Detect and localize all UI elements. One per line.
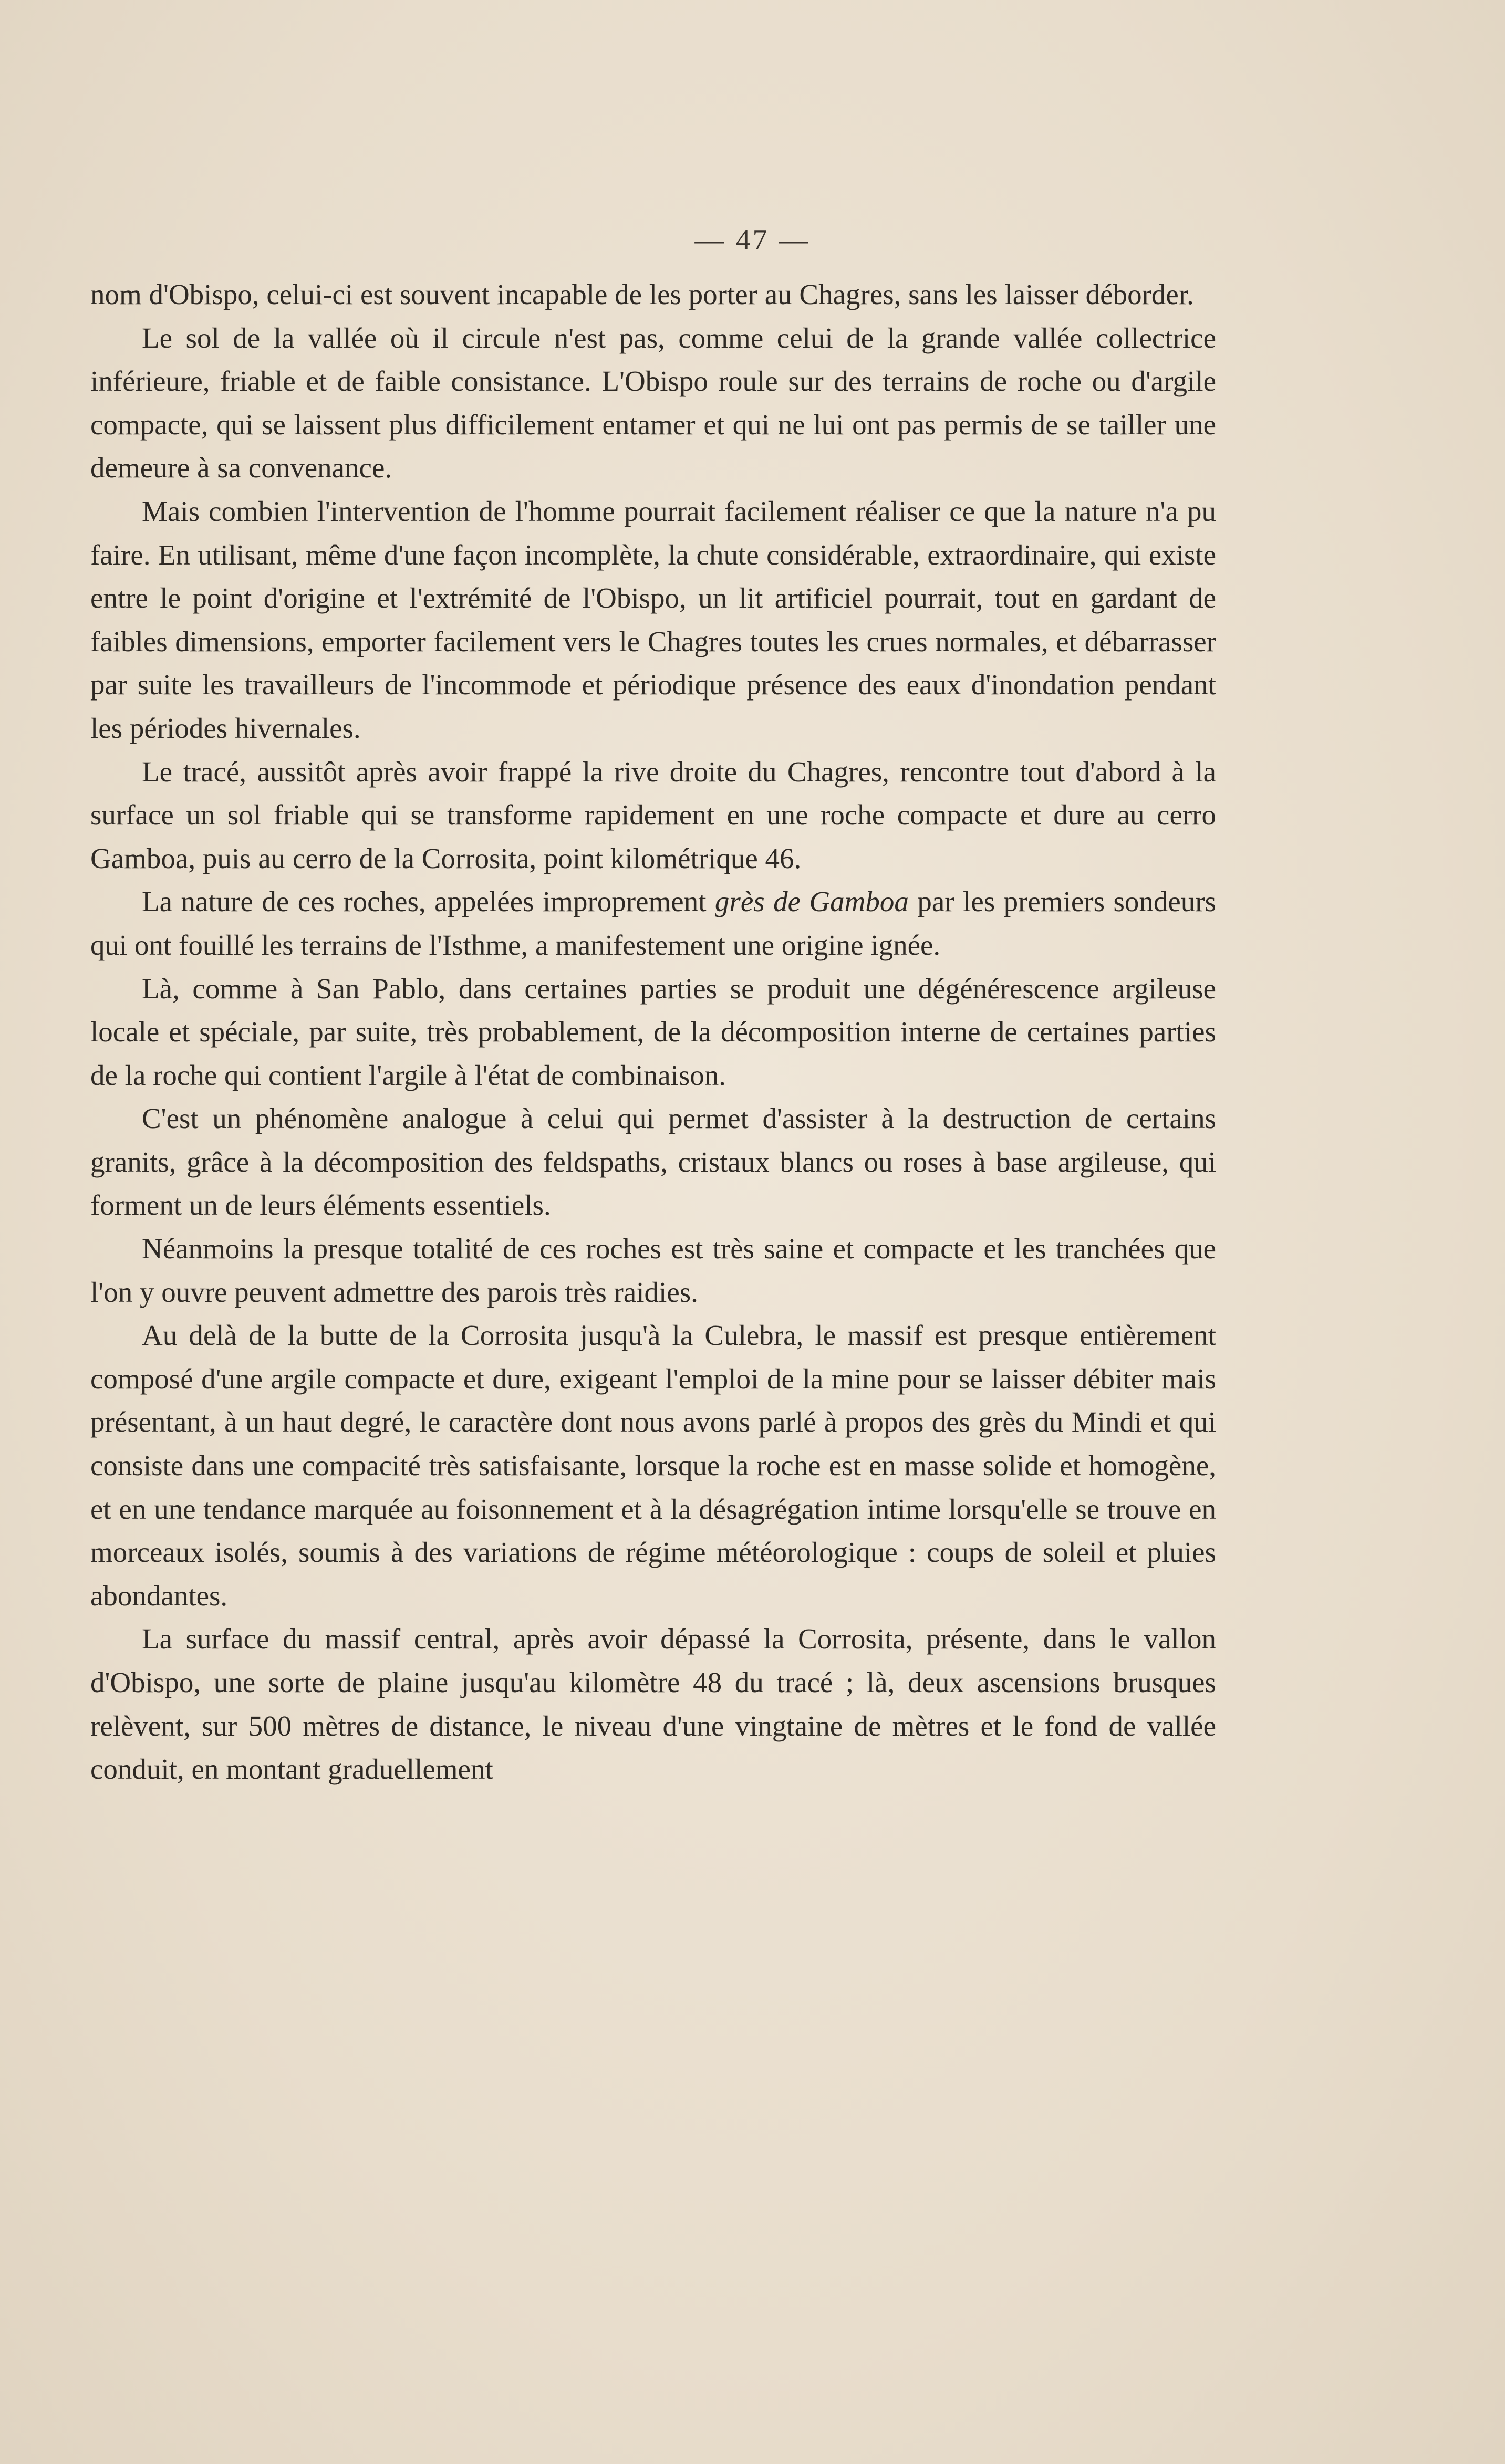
paragraph-5-italic: grès de Gamboa <box>714 885 909 918</box>
paragraph-7: C'est un phénomène analogue à celui qui permet d'assister à la destruction de certains granits, grâce à la décomposition des feldspaths, cristaux blancs ou roses à base argileuse, qui forment un de leurs éléments essentiels. <box>90 1102 1216 1221</box>
paragraph-5-text-before: La nature de ces roches, appelées improprement <box>142 885 715 918</box>
paragraph-9: Au delà de la butte de la Corrosita jusqu'à la Culebra, le massif est presque entièrement composé d'une argile compacte et dure, exigeant l'emploi de la mine pour se laisser débiter mais présentant, à un haut degré, le caractère dont nous avons parlé à propos des grès du Mindi et qui consiste dans une compacité très satisfaisante, lorsque la roche est en masse solide et homogène, et en une tendance marquée au foisonnement et à la désagrégation intime lorsqu'elle se trouve en morceaux isolés, soumis à des variations de régime météorologique : coups de soleil et pluies abondantes. <box>90 1319 1216 1612</box>
paragraph-6: Là, comme à San Pablo, dans certaines parties se produit une dégénérescence argileuse locale et spéciale, par suite, très probablement, de la décomposition interne de certaines parties de la roche qui contient l'argile à l'état de combinaison. <box>90 972 1216 1091</box>
paragraph-3: Mais combien l'intervention de l'homme pourrait facilement réaliser ce que la nature n'a pu faire. En utilisant, même d'une façon incomplète, la chute considérable, extraordinaire, qui existe entre le point d'origine et l'extrémité de l'Obispo, un lit artificiel pourrait, tout en gardant de faibles dimensions, emporter facilement vers le Chagres toutes les crues normales, et débarrasser par suite les travailleurs de l'incommode et périodique présence des eaux d'inondation pendant les périodes hivernales. <box>90 495 1216 744</box>
paragraph-5-text-after: par les premiers sondeurs qui ont fouillé les terrains de l'Isthme, a manifestement une origine ignée. <box>90 885 1216 961</box>
page-number: — 47 — <box>694 224 811 256</box>
paragraph-1: nom d'Obispo, celui-ci est souvent incapable de les porter au Chagres, sans les laisser déborder. <box>90 278 1194 310</box>
paragraph-2: Le sol de la vallée où il circule n'est pas, comme celui de la grande vallée collectrice inférieure, friable et de faible consistance. L'Obispo roule sur des terrains de roche ou d'argile compacte, qui se laissent plus difficilement entamer et qui ne lui ont pas permis de se tailler une demeure à sa convenance. <box>90 321 1216 484</box>
paragraph-4: Le tracé, aussitôt après avoir frappé la rive droite du Chagres, rencontre tout d'abord à la surface un sol friable qui se transforme rapidement en une roche compacte et dure au cerro Gamboa, puis au cerro de la Corrosita, point kilométrique 46. <box>90 755 1216 874</box>
paragraph-5 <box>90 880 1216 967</box>
paragraph-8: Néanmoins la presque totalité de ces roches est très saine et compacte et les tranchées que l'on y ouvre peuvent admettre des parois très raidies. <box>90 1233 1216 1308</box>
body-text <box>90 273 1216 1791</box>
paragraph-10: La surface du massif central, après avoir dépassé la Corrosita, présente, dans le vallon d'Obispo, une sorte de plaine jusqu'au kilomètre 48 du tracé ; là, deux ascensions brusques relèvent, sur 500 mètres de distance, le niveau d'une vingtaine de mètres et le fond de vallée conduit, en montant graduellement <box>90 1623 1216 1786</box>
